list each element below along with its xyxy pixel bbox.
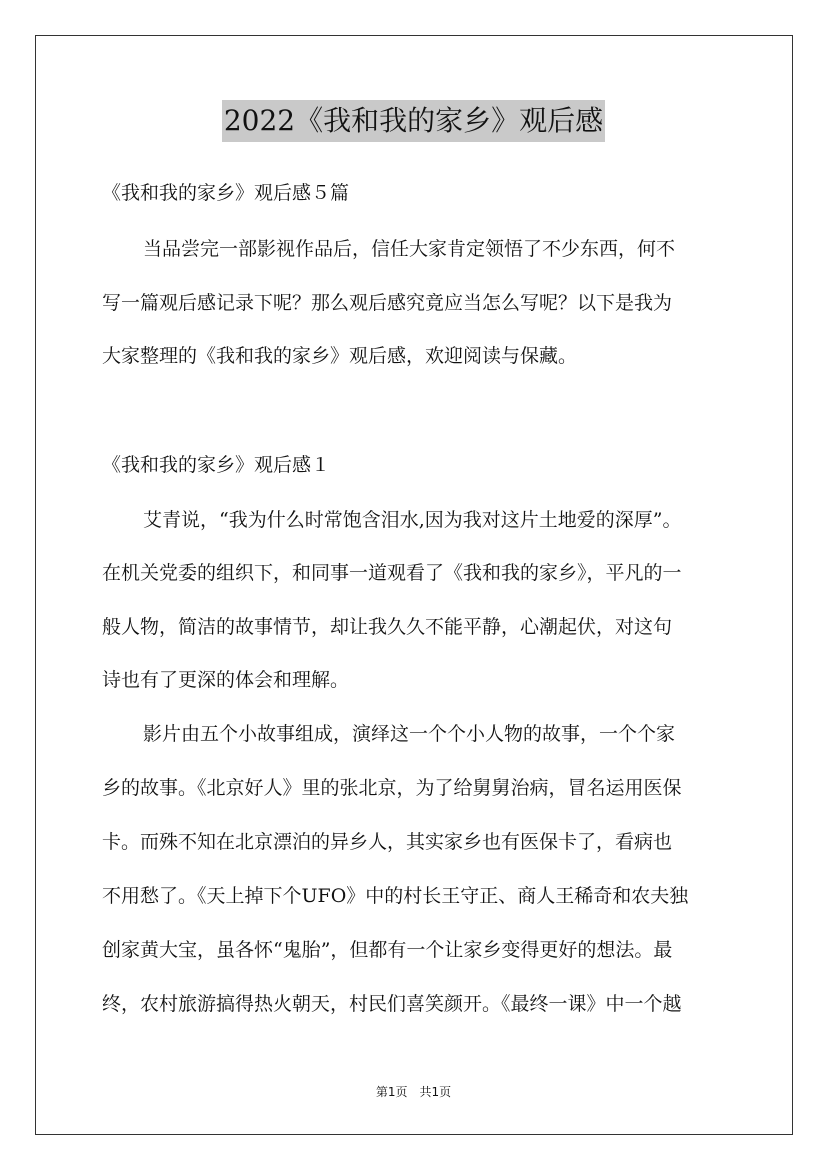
paragraph-line: 当品尝完一部影视作品后，信任大家肯定领悟了不少东西，何不 bbox=[143, 238, 676, 260]
subtitle-line: 《我和我的家乡》观后感５篇 bbox=[102, 182, 350, 204]
title-container bbox=[0, 100, 827, 142]
document-title: 2022《我和我的家乡》观后感 bbox=[222, 100, 605, 142]
section-heading: 《我和我的家乡》观后感１ bbox=[102, 454, 331, 476]
paragraph-line: 创家黄大宝，虽各怀“鬼胎”，但都有一个让家乡变得更好的想法。最 bbox=[102, 939, 673, 961]
paragraph-line: 艾青说，“我为什么时常饱含泪水,因为我对这片土地爱的深厚”。 bbox=[143, 509, 682, 531]
paragraph-line: 大家整理的《我和我的家乡》观后感，欢迎阅读与保藏。 bbox=[102, 345, 578, 367]
paragraph-line: 影片由五个小故事组成，演绎这一个个小人物的故事，一个个家 bbox=[143, 723, 676, 745]
paragraph-line: 乡的故事。《北京好人》里的张北京，为了给舅舅治病，冒名运用医保 bbox=[102, 777, 682, 799]
paragraph-line: 不用愁了。《天上掉下个UFO》中的村长王守正、商人王稀奇和农夫独 bbox=[102, 885, 689, 907]
paragraph-line: 般人物，简洁的故事情节，却让我久久不能平静，心潮起伏，对这句 bbox=[102, 616, 673, 638]
paragraph-line: 卡。而殊不知在北京漂泊的异乡人，其实家乡也有医保卡了，看病也 bbox=[102, 831, 673, 853]
paragraph-line: 终，农村旅游搞得热火朝天，村民们喜笑颜开。《最终一课》中一个越 bbox=[102, 993, 682, 1015]
paragraph-line: 在机关党委的组织下，和同事一道观看了《我和我的家乡》，平凡的一 bbox=[102, 562, 682, 584]
page-number-footer: 第1页 共1页 bbox=[375, 1085, 452, 1099]
paragraph-line: 写一篇观后感记录下呢？那么观后感究竟应当怎么写呢？以下是我为 bbox=[102, 292, 673, 314]
paragraph-line: 诗也有了更深的体会和理解。 bbox=[102, 669, 350, 691]
